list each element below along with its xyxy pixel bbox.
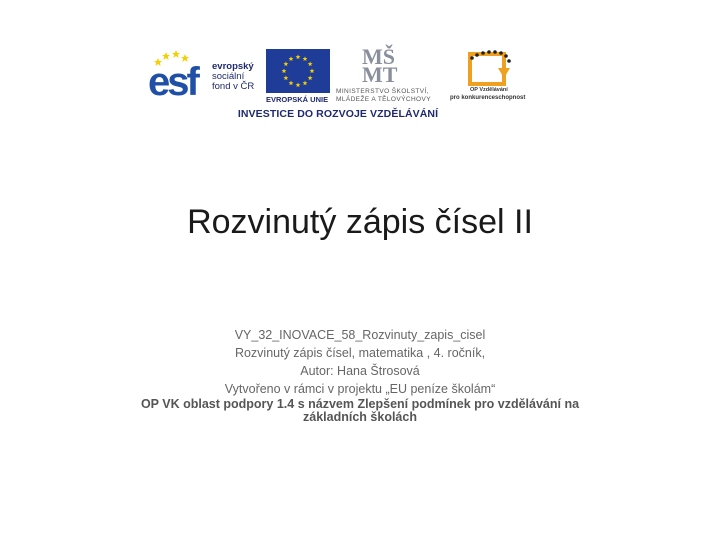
msmt-mark: [362, 44, 398, 87]
eu-star-icon: [308, 75, 313, 80]
eu-star-icon: [289, 81, 294, 86]
esf-caption: [212, 62, 254, 92]
eu-star-icon: [282, 68, 287, 73]
esf-caption-line1: evropský: [212, 61, 254, 72]
eu-star-icon: [308, 61, 313, 66]
op-vk-caption-bottom: pro konkurenceschopnost: [450, 95, 526, 101]
eu-logo: [266, 49, 330, 105]
eu-star-icon: [310, 68, 315, 73]
msmt-caption-line2: MLÁDEŽE A TĚLOVÝCHOVY: [336, 96, 431, 103]
msmt-mark-top: MŠ: [362, 44, 395, 69]
subtitle-line-project: Vytvořeno v rámci v projektu „EU peníze školám“: [224, 382, 496, 396]
esf-letters: esf: [148, 60, 197, 104]
subtitle-line-program: OP VK oblast podpory 1.4 s názvem Zlepšení podmínek pro vzdělávání na základních školách: [140, 397, 580, 424]
investment-banner: INVESTICE DO ROZVOJE VZDĚLÁVÁNÍ: [237, 108, 439, 120]
slide-title: Rozvinutý zápis čísel II: [187, 202, 533, 241]
eu-star-icon: [303, 56, 308, 61]
eu-star-icon: [303, 81, 308, 86]
eu-caption: EVROPSKÁ UNIE: [266, 95, 329, 104]
op-vk-caption: [450, 87, 526, 101]
eu-flag-icon: [266, 49, 330, 93]
op-vk-caption-top: OP Vzdělávání: [470, 87, 508, 93]
msmt-logo: [336, 44, 440, 106]
esf-logo: [148, 48, 260, 104]
eu-star-icon: [296, 54, 301, 59]
esf-caption-line2: sociální: [212, 71, 245, 82]
subtitle-line-code: VY_32_INOVACE_58_Rozvinuty_zapis_cisel: [234, 328, 486, 342]
eu-star-icon: [283, 61, 288, 66]
msmt-caption: [336, 88, 431, 104]
eu-star-icon: [296, 82, 301, 87]
op-vk-mark-icon: [464, 48, 524, 88]
slide-subtitle: [110, 326, 610, 424]
msmt-mark-bottom: MT: [362, 62, 398, 87]
op-vk-logo: [450, 48, 530, 106]
eu-star-icon: [289, 56, 294, 61]
subtitle-line-topic: Rozvinutý zápis čísel, matematika , 4. ročník,: [234, 346, 486, 360]
esf-caption-line3: fond v ČR: [212, 81, 255, 92]
eu-stars-icon: [266, 49, 330, 93]
logo-bar: [148, 46, 528, 106]
subtitle-line-author: Autor: Hana Štrosová: [300, 364, 420, 378]
msmt-caption-line1: MINISTERSTVO ŠKOLSTVÍ,: [336, 88, 429, 95]
eu-star-icon: [283, 75, 288, 80]
